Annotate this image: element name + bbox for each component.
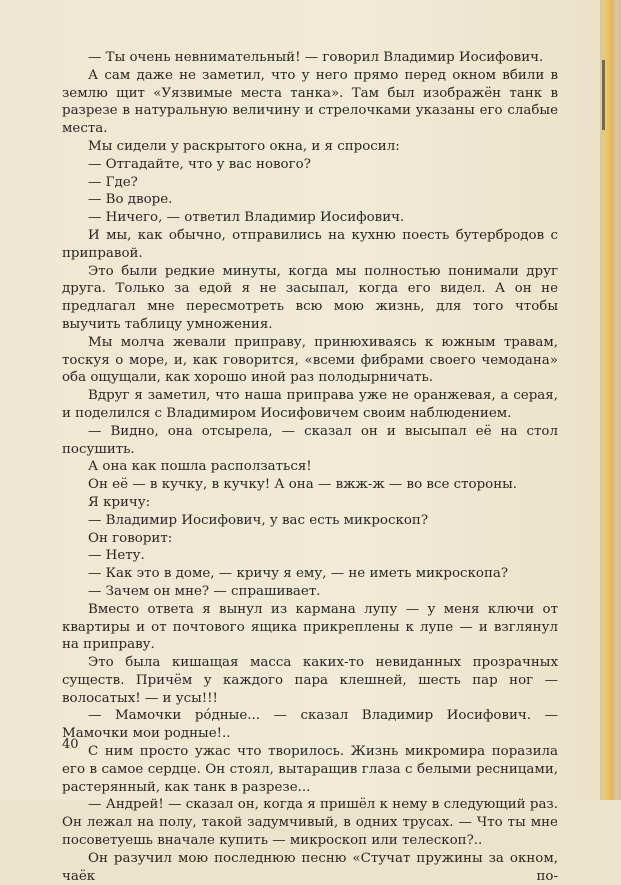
paragraph: — Ты очень невнимательный! — говорил Владимир Иосифович. (88, 50, 544, 65)
paragraph: — Зачем он мне? — спрашивает. (88, 583, 321, 599)
paragraph: — Во дворе. (88, 192, 173, 208)
paragraph: — Андрей! — сказал он, когда я пришёл к нему в следующий раз. Он лежал на полу, такой задумчивый, в одних трусах. — Что ты мне посоветуешь вначале купить — микроскоп или телескоп?.. (62, 797, 558, 849)
paragraph: И мы, как обычно, отправились на кухню поесть бутербродов с приправой. (62, 227, 558, 261)
paragraph: — Отгадайте, что у вас нового? (88, 156, 311, 172)
paragraph: С ним просто ужас что творилось. Жизнь микромира поразила его в самое сердце. Он стоял, вытаращив глаза с белыми ресницами, растерянный, как танк в разрезе... (62, 744, 558, 795)
paragraph: Мы молча жевали приправу, принюхиваясь к южным травам, тоскуя о море, и, как говорится, «всеми фибрами своего чемодана» оба ощущали, как хорошо иной раз полодырничать. (62, 334, 558, 386)
paragraph: Это была кишащая масса каких-то невиданных прозрачных существ. Причём у каждого пара клешней, шесть пар ног — волосатых! — и усы!!! (62, 655, 558, 706)
paragraph: Это были редкие минуты, когда мы полностью понимали друг друга. Только за едой я не засыпал, когда его видел. А он не предлагал мне пересмотреть всю мою жизнь, для того чтобы выучить таблицу умножения. (62, 263, 558, 332)
paragraph: Вдруг я заметил, что наша приправа уже не оранжевая, а серая, и поделился с Владимиром Иосифовичем своим наблюдением. (62, 388, 558, 421)
paragraph: Он разучил мою последнюю песню «Стучат пружины за окном, чаёк по- (62, 850, 558, 884)
paragraph: Я кричу: (88, 494, 151, 510)
paragraph: А сам даже не заметил, что у него прямо перед окном вбили в землю щит «Уязвимые места танка». Там был изображён танк в разрезе в натуральную величину и стрелочками указаны его слабые места. (62, 67, 558, 137)
paragraph: Вместо ответа я вынул из кармана лупу — у меня ключи от квартиры и от почтового ящика прикреплены к лупе — и взглянул на приправу. (62, 601, 558, 653)
paragraph: — Где? (88, 174, 138, 190)
paragraph: — Владимир Иосифович, у вас есть микроскоп? (88, 512, 429, 528)
page-text (62, 49, 558, 885)
page-edge (600, 0, 621, 800)
page-edge-mark (602, 60, 605, 130)
paragraph: Мы сидели у раскрытого окна, и я спросил: (88, 138, 400, 154)
paragraph: Он её — в кучку, в кучку! А она — вжж-ж — во все стороны. (88, 477, 518, 493)
paragraph: А она как пошла расползаться! (88, 459, 312, 475)
paragraph: — Как это в доме, — кричу я ему, — не иметь микроскопа? (88, 566, 509, 582)
paragraph: — Ничего, — ответил Владимир Иосифович. (88, 210, 405, 226)
page-number: 40 (62, 737, 79, 752)
paragraph: Он говорит: (88, 530, 173, 546)
paragraph: — Видно, она отсырела, — сказал он и высыпал её на стол посушить. (62, 423, 558, 457)
paragraph: — Мамочки рóдные... — сказал Владимир Иосифович. — Мамочки мои родные!.. (62, 708, 558, 742)
paragraph: — Нету. (88, 548, 145, 564)
